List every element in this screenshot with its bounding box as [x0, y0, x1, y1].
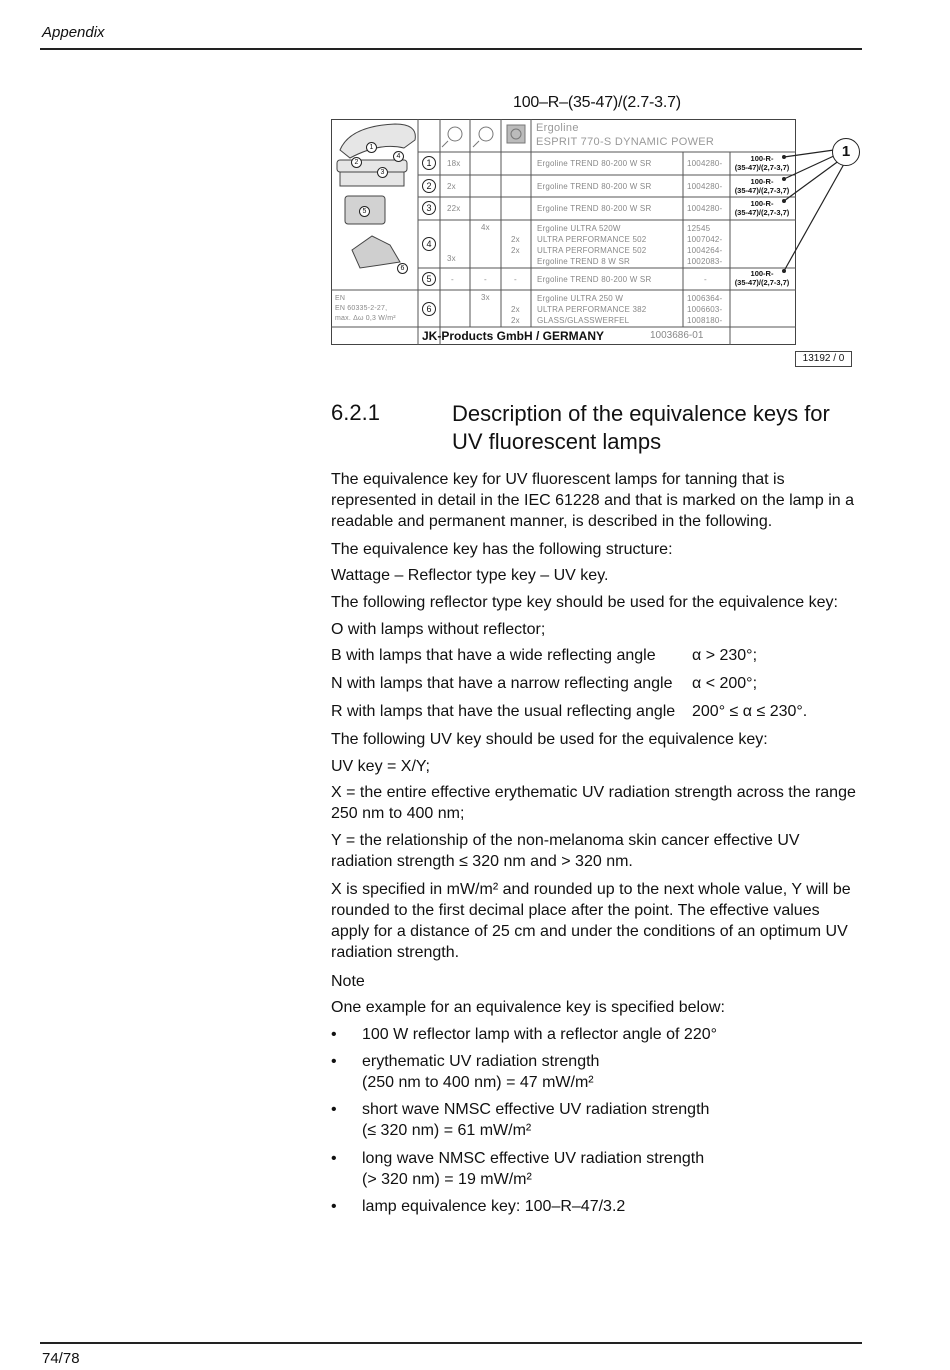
row-number: 4 — [422, 237, 436, 251]
bullet-icon: • — [331, 1026, 337, 1043]
section-title: Description of the equivalence keys for UV fluorescent lamps — [452, 401, 830, 454]
paragraph: One example for an equivalence key is specified below: — [331, 999, 725, 1016]
list-item-text: erythematic UV radiation strength (250 nm to 400 nm) = 47 mW/m² — [362, 1053, 600, 1091]
row-code: 1004280- — [687, 182, 723, 191]
reflector-row-condition: 200° ≤ α ≤ 230°. — [692, 703, 808, 720]
row-lamp: Ergoline ULTRA 520W ULTRA PERFORMANCE 502 ULTRA PERFORMANCE 502 Ergoline TREND 8 W SR — [537, 224, 647, 266]
row-qty: 18x — [447, 159, 461, 168]
row-qty: 2x — [447, 182, 456, 191]
list-item-text: 100 W reflector lamp with a reflector angle of 220° — [362, 1026, 718, 1043]
figure-callout-marker: 1 — [832, 138, 860, 166]
bullet-icon: • — [331, 1150, 337, 1167]
reflector-row-condition: α < 200°; — [692, 675, 758, 692]
paragraph: X = the entire effective erythematic UV radiation strength across the range 250 nm to 400 nm; — [331, 784, 856, 822]
paragraph: X is specified in mW/m² and rounded up to the next whole value, Y will be rounded to the first decimal place after the point. The effective values apply for a distance of 25 cm and under the conditions of an optimum UV radiation strength. — [331, 881, 851, 961]
bullet-icon: • — [331, 1198, 337, 1215]
row-number: 6 — [422, 302, 436, 316]
reflector-row-condition: α > 230°; — [692, 647, 758, 664]
paragraph: Wattage – Reflector type key – UV key. — [331, 567, 609, 584]
reflector-row — [331, 703, 808, 721]
paragraph: The equivalence key for UV fluorescent lamps for tanning that is represented in detail in the IEC 61228 and that is marked on the lamp in a readable and permanent manner, is described in the following. — [331, 471, 854, 530]
row-key: 100-R- (35-47)/(2,7-3,7) — [734, 177, 790, 195]
row-code: 1004280- — [687, 159, 723, 168]
section-number: 6.2.1 — [331, 400, 380, 425]
row-number: 2 — [422, 179, 436, 193]
sketch-callout-2: 2 — [351, 157, 362, 168]
row-qty: - — [484, 275, 487, 284]
paragraph: The following reflector type key should be used for the equivalence key: — [331, 594, 838, 611]
row-number: 3 — [422, 201, 436, 215]
bullet-icon: • — [331, 1053, 337, 1070]
row-lamp: Ergoline TREND 80-200 W SR — [537, 159, 652, 168]
row-number: 5 — [422, 272, 436, 286]
reflector-row-text: B with lamps that have a wide reflecting angle — [331, 647, 656, 664]
sketch-callout-5: 5 — [359, 206, 370, 217]
sketch-callout-4: 4 — [393, 151, 404, 162]
row-code: 12545 1007042- 1004264- 1002083- — [687, 224, 723, 266]
row-code: 1006364- 1006603- 1008180- — [687, 294, 723, 325]
row-lamp: Ergoline ULTRA 250 W ULTRA PERFORMANCE 382 GLASS/GLASSWERFEL — [537, 294, 647, 325]
paragraph: The following UV key should be used for the equivalence key: — [331, 731, 768, 748]
row-qty: 2x 2x — [511, 235, 520, 255]
label-manufacturer: JK-Products GmbH / GERMANY — [422, 329, 605, 343]
footer-rule — [40, 1342, 862, 1344]
row-lamp: Ergoline TREND 80-200 W SR — [537, 182, 652, 191]
page-number: 74/78 — [42, 1350, 80, 1367]
row-qty: 3x — [481, 293, 490, 302]
list-item-text: lamp equivalence key: 100–R–47/3.2 — [362, 1198, 626, 1215]
paragraph: UV key = X/Y; — [331, 758, 430, 775]
reflector-row — [331, 647, 758, 665]
row-qty: 3x — [447, 254, 456, 263]
list-item-text: short wave NMSC effective UV radiation strength (≤ 320 nm) = 61 mW/m² — [362, 1101, 710, 1139]
row-key: 100-R- (35-47)/(2,7-3,7) — [734, 199, 790, 217]
figure-id: 13192 / 0 — [795, 351, 852, 367]
row-qty: - — [451, 275, 454, 284]
figure-caption: 100–R–(35-47)/(2.7-3.7) — [513, 94, 681, 111]
list-item-text: long wave NMSC effective UV radiation strength (> 320 nm) = 19 mW/m² — [362, 1150, 705, 1188]
bullet-icon: • — [331, 1101, 337, 1118]
sketch-callout-1: 1 — [366, 142, 377, 153]
reflector-row-text: R with lamps that have the usual reflecting angle — [331, 703, 676, 720]
sketch-callout-3: 3 — [377, 167, 388, 178]
row-lamp: Ergoline TREND 80-200 W SR — [537, 275, 652, 284]
row-qty: - — [514, 275, 517, 284]
label-model: ESPRIT 770-S DYNAMIC POWER — [536, 136, 715, 148]
paragraph: The equivalence key has the following structure: — [331, 541, 673, 558]
label-brand: Ergoline — [536, 122, 579, 134]
label-side-note: EN EN 60335-2-27, max. Δω 0,3 W/m² — [335, 295, 396, 322]
sketch-callout-6: 6 — [397, 263, 408, 274]
reflector-row — [331, 675, 758, 693]
reflector-row-text: N with lamps that have a narrow reflecting angle — [331, 675, 673, 692]
note-label: Note — [331, 973, 365, 990]
row-key: 100-R- (35-47)/(2,7-3,7) — [734, 154, 790, 172]
row-qty: 2x 2x — [511, 305, 520, 325]
paragraph: O with lamps without reflector; — [331, 621, 546, 638]
row-number: 1 — [422, 156, 436, 170]
row-lamp: Ergoline TREND 80-200 W SR — [537, 204, 652, 213]
row-code: - — [704, 275, 707, 284]
row-qty: 4x — [481, 223, 490, 232]
row-qty: 22x — [447, 204, 461, 213]
label-manufacturer-code: 1003686-01 — [650, 330, 704, 341]
paragraph: Y = the relationship of the non-melanoma skin cancer effective UV radiation strength ≤ 320 nm and > 320 nm. — [331, 832, 800, 870]
row-key: 100-R- (35-47)/(2,7-3,7) — [734, 269, 790, 287]
row-code: 1004280- — [687, 204, 723, 213]
page-header-title: Appendix — [42, 24, 105, 41]
